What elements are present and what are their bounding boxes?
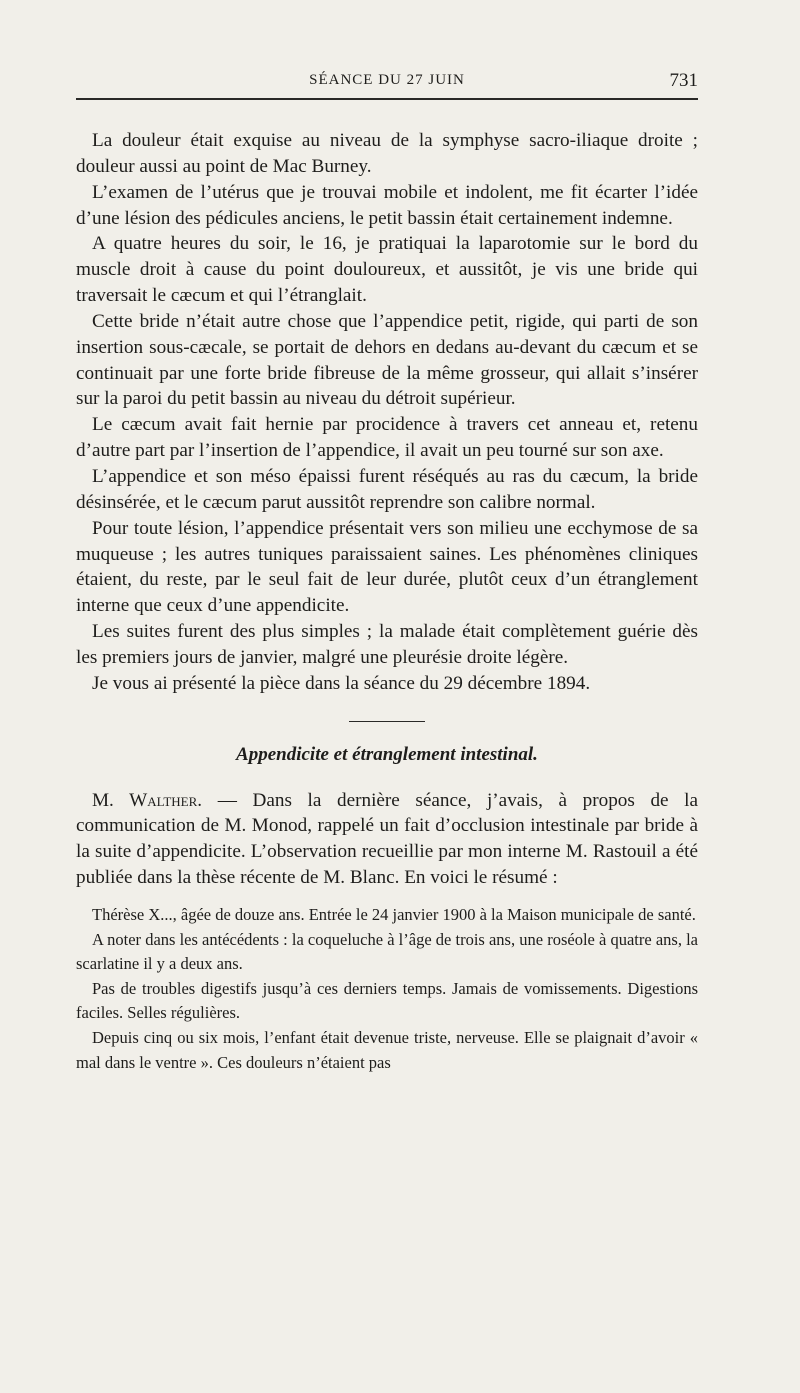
section-divider (349, 721, 425, 722)
running-head (76, 72, 698, 98)
paragraph: Cette bride n’était autre chose que l’appendice petit, rigide, qui parti de son insertion sous-cæcale, se portait de dehors en dedans au-devant du cæcum et se continuait par une forte bride fibreuse de la même grosseur, qui allait s’insérer sur la paroi du petit bassin au niveau du détroit supérieur. (76, 310, 698, 410)
running-head-title: SÉANCE DU 27 JUIN (309, 72, 465, 88)
page-number: 731 (669, 70, 698, 91)
paragraph: Les suites furent des plus simples ; la malade était complètement guérie dès les premiers jours de janvier, malgré une pleurésie droite légère. (76, 621, 698, 668)
paragraph: Le cæcum avait fait hernie par procidence à travers cet anneau et, retenu d’autre part par l’insertion de l’appendice, il avait un peu tourné sur son axe. (76, 414, 698, 462)
walther-text: — Dans la dernière séance, j’avais, à propos de la communication de M. Monod, rappelé un fait d’occlusion intestinale par bride à la suite d’appendicite. L’observation recueillie par mon interne M. Rastouil a été publiée dans la thèse récente de M. Blanc. En voici le résumé : (76, 789, 699, 889)
summary-paragraph: A noter dans les antécédents : la coqueluche à l’âge de trois ans, une roséole à quatre ans, la scarlatine il y a deux ans. (76, 929, 698, 974)
body-text (76, 128, 698, 1075)
summary-paragraph: Pas de troubles digestifs jusqu’à ces derniers temps. Jamais de vomissements. Digestions faciles. Selles régulières. (76, 978, 698, 1023)
paragraph: Pour toute lésion, l’appendice présentait vers son milieu une ecchymose de sa muqueuse ; les autres tuniques paraissaient saines. Les phénomènes cliniques étaient, du reste, par le seul fait de leur durée, plutôt ceux d’un étranglement interne que ceux d’une appendicite. (76, 517, 698, 617)
paragraph: L’appendice et son méso épaissi furent réséqués au ras du cæcum, la bride désinsérée, et le cæcum parut aussitôt reprendre son calibre normal. (76, 465, 698, 513)
walther-paragraph (76, 788, 698, 891)
summary-paragraph: Depuis cinq ou six mois, l’enfant était devenue triste, nerveuse. Elle se plaignait d’avoir « mal dans le ventre ». Ces douleurs n’étaient pas (76, 1027, 698, 1072)
paragraph: Je vous ai présenté la pièce dans la séance du 29 décembre 1894. (92, 672, 591, 694)
paragraph: La douleur était exquise au niveau de la symphyse sacro-iliaque droite ; douleur aussi au point de Mac Burney. (76, 130, 698, 177)
speaker-name: M. Walther. (92, 789, 203, 811)
section-title: Appendicite et étranglement intestinal. (236, 743, 538, 765)
case-summary (76, 903, 698, 1075)
header-rule (76, 98, 698, 100)
paragraph: A quatre heures du soir, le 16, je pratiquai la laparotomie sur le bord du muscle droit à cause du point douloureux, et aussitôt, je vis une bride qui traversait le cæcum et qui l’étranglait. (76, 233, 698, 307)
paragraph: L’examen de l’utérus que je trouvai mobile et indolent, me fit écarter l’idée d’une lésion des pédicules anciens, le petit bassin était certainement indemne. (76, 181, 698, 229)
summary-paragraph: Thérèse X..., âgée de douze ans. Entrée le 24 janvier 1900 à la Maison municipale de santé. (92, 904, 696, 924)
